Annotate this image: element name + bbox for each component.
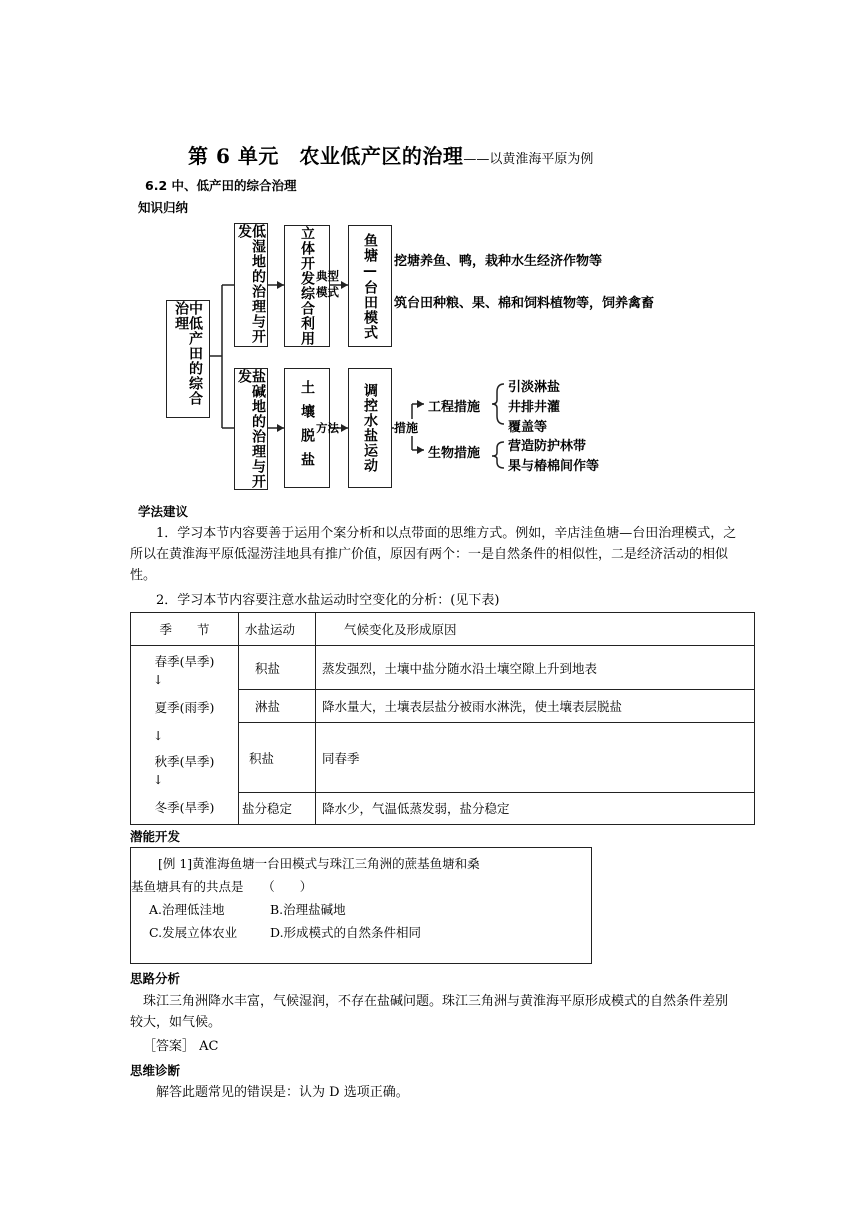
diagram-lower-link: 方法	[316, 421, 339, 435]
diagram-biological-item-1: 营造防护林带	[508, 439, 587, 454]
diagram-lower-step: 土壤脱盐	[284, 368, 330, 488]
row-4-reason: 降水少，气温低蒸发弱，盐分稳定	[316, 792, 755, 824]
diagram-upper-outcome-2: 筑台田种粮、果、棉和饲料植物等，饲养禽畜	[394, 296, 655, 311]
table-header-season: 季 节	[131, 613, 239, 646]
diagram-engineering-item-1: 引淡淋盐	[508, 380, 561, 395]
season-arrow-1: ↓	[153, 672, 164, 687]
row-2-reason: 降水量大，土壤表层盐分被雨水淋洗，使土壤表层脱盐	[316, 690, 755, 723]
season-summer: 夏季(雨季)	[154, 700, 215, 715]
row-2-movement: 淋盐	[239, 690, 316, 723]
table-header-reason: 气候变化及形成原因	[316, 613, 755, 646]
diagram-biological-item-2: 果与椿棉间作等	[508, 459, 600, 474]
diagram-upper-outcome-1: 挖塘养鱼、鸭，栽种水生经济作物等	[394, 254, 603, 269]
diagram-upper-link: 典型模式	[316, 269, 339, 299]
diagram-biological-label: 生物措施	[428, 446, 481, 461]
option-b: B.治理盐碱地	[270, 902, 346, 917]
diagram-lower-branch: 盐碱地的治理与开发	[236, 369, 266, 489]
potential-heading: 潜能开发	[130, 829, 181, 844]
row-1-reason: 蒸发强烈，土壤中盐分随水沿土壤空隙上升到地表	[316, 646, 755, 690]
diagram-lower-method: 调控水盐运动	[348, 368, 392, 488]
study-paragraph-2: 2．学习本节内容要注意水盐运动时空变化的分析：(见下表)	[156, 593, 500, 608]
study-paragraph-1: 1．学习本节内容要善于运用个案分析和以点带面的思维方式。例如，辛店洼鱼塘—台田治理模式，之所以在黄淮海平原低湿涝洼地具有推广价值，原因有两个：一是自然条件的相似性，二是经济活动的相似性。	[130, 526, 737, 583]
option-a: A.治理低洼地	[149, 902, 225, 917]
answer-text: ［答案］ AC	[143, 1039, 219, 1054]
row-1-movement: 积盐	[239, 646, 316, 690]
season-spring: 春季(旱季)	[154, 654, 215, 669]
row-3-movement: 积盐	[239, 723, 316, 792]
title-sub: ——以黄淮海平原为例	[463, 152, 594, 167]
diagnosis-text: 解答此题常见的错误是：认为 D 选项正确。	[156, 1085, 409, 1100]
analysis-text: 珠江三角洲降水丰富，气候湿润，不存在盐碱问题。珠江三角洲与黄淮海平原形成模式的自然条件差别较大，如气候。	[130, 994, 729, 1030]
season-autumn: 秋季(旱季)	[154, 754, 215, 769]
table-season-column	[131, 646, 239, 825]
table-header-movement: 水盐运动	[239, 613, 316, 646]
thinking-heading: 思路分析	[130, 971, 181, 986]
diagram-upper-step: 立体开发综合利用	[284, 225, 330, 347]
diagram-engineering-item-3: 覆盖等	[508, 420, 548, 435]
title-main: 第 6 单元 农业低产区的治理	[188, 144, 464, 168]
concept-diagram	[0, 0, 860, 500]
example-line-2: 基鱼塘具有的共点是 （ ）	[131, 879, 313, 894]
season-arrow-2: ↓	[153, 728, 164, 743]
knowledge-heading: 知识归纳	[138, 200, 189, 215]
diagnosis-heading: 思维诊断	[130, 1063, 181, 1078]
table-row	[131, 646, 755, 690]
example-line-1: [例 1]黄淮海鱼塘一台田模式与珠江三角洲的蔗基鱼塘和桑	[158, 856, 480, 871]
option-d: D.形成模式的自然条件相同	[270, 925, 422, 940]
season-arrow-3: ↓	[153, 772, 164, 787]
row-4-movement: 盐分稳定	[239, 792, 316, 824]
diagram-engineering-label: 工程措施	[428, 400, 481, 415]
diagram-measure-label: 措施	[394, 421, 419, 435]
example-question-box	[130, 847, 592, 964]
study-heading: 学法建议	[138, 504, 189, 519]
diagram-root: 中低产田的综合治理	[166, 300, 210, 418]
season-winter: 冬季(旱季)	[154, 800, 215, 815]
salt-movement-table	[130, 612, 755, 825]
diagram-upper-mode: 鱼塘—台田模式	[348, 225, 392, 347]
option-c: C.发展立体农业	[149, 925, 238, 940]
diagram-engineering-item-2: 井排井灌	[508, 400, 561, 415]
row-3-reason: 同春季	[316, 723, 755, 792]
table-header-row	[131, 613, 755, 646]
section-heading: 6.2 中、低产田的综合治理	[145, 178, 297, 193]
diagram-upper-branch: 低湿地的治理与开发	[234, 223, 268, 347]
